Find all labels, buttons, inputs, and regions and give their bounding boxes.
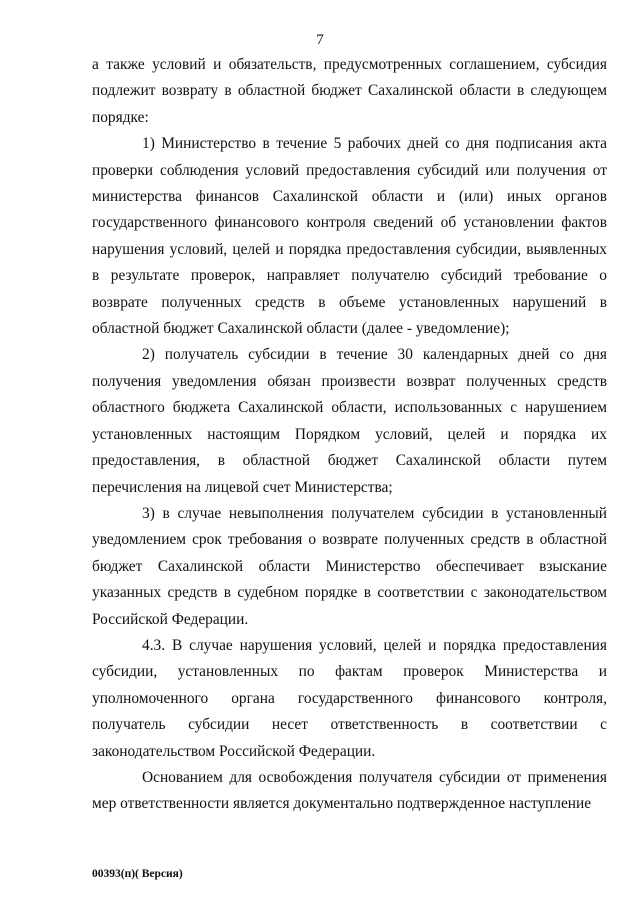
paragraph-item-1: 1) Министерство в течение 5 рабочих дней со дня подписания акта проверки соблюдения условий предоставления субсидий или получения от министерства финансов Сахалинской области и (или) иных органов государственного финансового контроля сведений об установлении фактов нарушения условий, целей и порядка предоставления субсидии, выявленных в результате проверок, направляет получателю субсидий требование о возврате полученных средств в объеме установленных нарушений в областной бюджет Сахалинской области (далее - уведомление);	[92, 135, 607, 338]
paragraph-section-4-3: 4.3. В случае нарушения условий, целей и порядка предоставления субсидии, установленных по фактам проверок Министерства и уполномоченного органа государственного финансового контроля, получатель субсидии несет ответственность в соответствии с законодательством Российской Федерации.	[92, 636, 607, 760]
page-number: 7	[316, 32, 324, 48]
paragraph-continuation: а также условий и обязательств, предусмотренных соглашением, субсидия подлежит возврату в областной бюджет Сахалинской области в следующем порядке:	[92, 56, 607, 126]
paragraph-item-3: 3) в случае невыполнения получателем субсидии в установленный уведомлением срок требования о возврате полученных средств в областной бюджет Сахалинской области Министерство обеспечивает взыскание указанных средств в судебном порядке в соответствии с законодательством Российской Федерации.	[92, 504, 607, 628]
paragraph-exemption: Основанием для освобождения получателя субсидии от применения мер ответственности является документально подтвержденное наступление	[92, 768, 607, 813]
document-footer-code: 00393(п)( Версия)	[92, 868, 183, 880]
document-body	[92, 52, 607, 818]
paragraph-item-2: 2) получатель субсидии в течение 30 календарных дней со дня получения уведомления обязан произвести возврат полученных средств областного бюджета Сахалинской области, использованных с нарушением установленных настоящим Порядком условий, целей и порядка их предоставления, в областной бюджет Сахалинской области путем перечисления на лицевой счет Министерства;	[92, 346, 607, 496]
